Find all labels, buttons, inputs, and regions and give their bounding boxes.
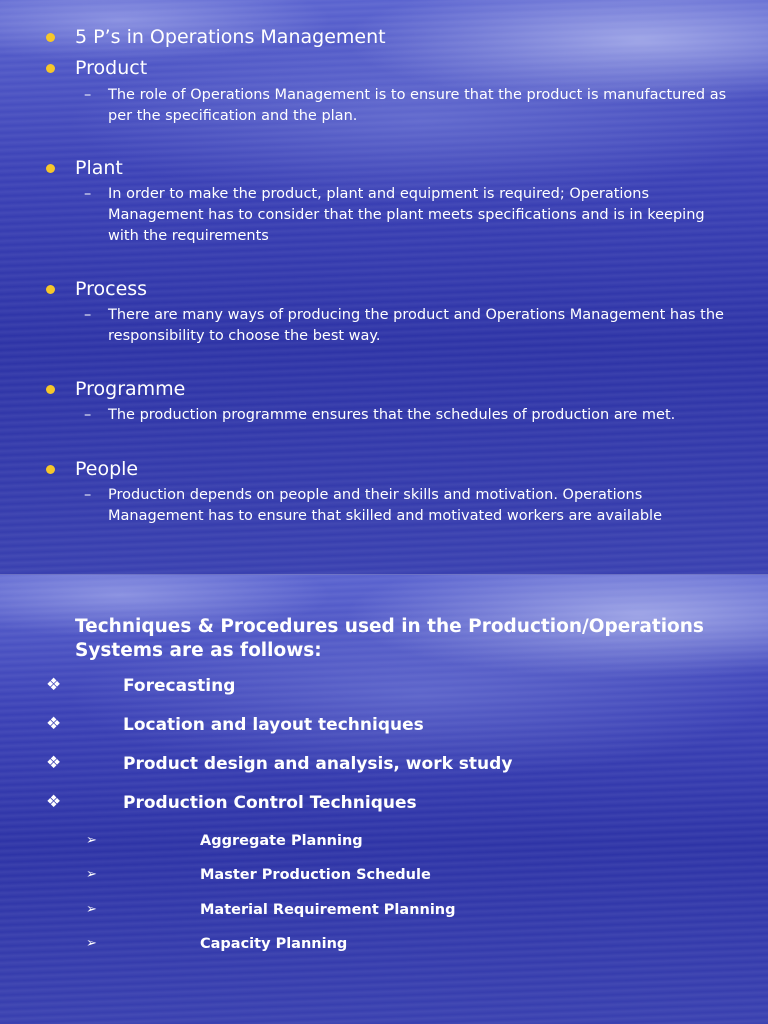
bullet-title-product: Product	[75, 57, 148, 79]
sub-technique-item: Aggregate Planning	[200, 833, 363, 849]
bullet-body-people: Production depends on people and their skills and motivation. Operations Management has to ensure that skilled and motivated workers are available	[108, 487, 662, 524]
dash-icon: –	[84, 307, 92, 323]
bullet-title-programme: Programme	[75, 378, 186, 400]
bullet-title-plant: Plant	[75, 157, 123, 179]
bullet-body-product: The role of Operations Management is to ensure that the product is manufactured as per the specification and the plan.	[108, 87, 727, 124]
dash-icon: –	[84, 87, 92, 103]
technique-item: Forecasting	[123, 676, 236, 696]
diamond-bullet-icon: ❖	[46, 792, 62, 812]
bullet-dot-icon	[46, 285, 55, 294]
bullet-body-process: There are many ways of producing the product and Operations Management has the responsibility to choose the best way.	[108, 307, 724, 344]
arrow-bullet-icon: ➢	[86, 833, 97, 848]
technique-item: Product design and analysis, work study	[123, 754, 513, 774]
dash-icon: –	[84, 186, 92, 202]
bullet-dot-icon	[46, 64, 55, 73]
dash-icon: –	[84, 487, 92, 503]
bullet-dot-icon	[46, 465, 55, 474]
technique-item: Location and layout techniques	[123, 715, 424, 735]
bullet-title: 5 P’s in Operations Management	[75, 26, 386, 48]
diamond-bullet-icon: ❖	[46, 675, 62, 695]
sub-technique-item: Material Requirement Planning	[200, 902, 456, 918]
arrow-bullet-icon: ➢	[86, 867, 97, 882]
slide-techniques	[0, 575, 768, 1024]
sub-technique-item: Master Production Schedule	[200, 867, 431, 883]
dash-icon: –	[84, 407, 92, 423]
sub-technique-item: Capacity Planning	[200, 936, 348, 952]
arrow-bullet-icon: ➢	[86, 936, 97, 951]
bullet-body-plant: In order to make the product, plant and equipment is required; Operations Management has to consider that the plant meets specifications and is in keeping with the requirements	[108, 186, 705, 244]
arrow-bullet-icon: ➢	[86, 902, 97, 917]
bullet-dot-icon	[46, 385, 55, 394]
technique-item: Production Control Techniques	[123, 793, 417, 813]
bullet-title-people: People	[75, 458, 139, 480]
bullet-body-programme: The production programme ensures that the schedules of production are met.	[108, 407, 676, 423]
diamond-bullet-icon: ❖	[46, 753, 62, 773]
bullet-dot-icon	[46, 33, 55, 42]
slide-heading: Techniques & Procedures used in the Production/Operations Systems are as follows:	[75, 616, 704, 661]
bullet-dot-icon	[46, 164, 55, 173]
bullet-title-process: Process	[75, 278, 148, 300]
diamond-bullet-icon: ❖	[46, 714, 62, 734]
